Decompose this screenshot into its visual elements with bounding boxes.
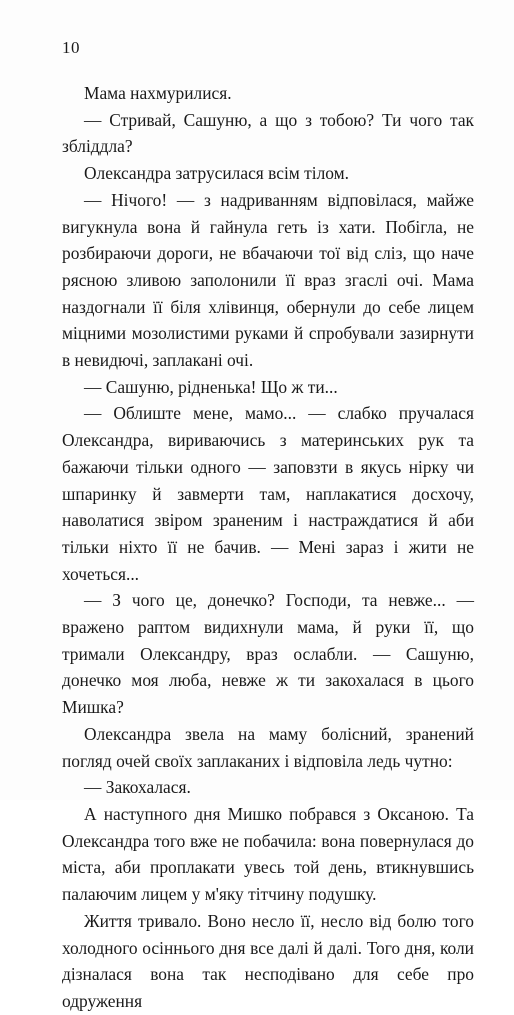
paragraph: — Нічого! — з надриванням відповілася, майже вигукнула вона й гайнула геть із хати. Побігла, не розбираючи дороги, не вбачаючи тої від сліз, що наче рясною зливою заполонили її враз згаслі очі. Мама наздогнали її біля хлівинця, обернули до себе лицем міцними мозолистими руками й спробували зазирнути в невидючі, заплакані очі.	[62, 189, 474, 371]
paragraph: — Сашуню, рідненька! Що ж ти...	[84, 376, 338, 397]
paragraph: — З чого це, донечко? Господи, та невже... — вражено раптом видихнули мама, й руки її, що тримали Олександру, враз ослабли. — Сашуню, донечко моя люба, невже ж ти закохалася в цього Мишка?	[62, 590, 474, 718]
paragraph: — Стривай, Сашуню, а що з тобою? Ти чого так збліддла?	[62, 109, 474, 157]
page-number: 10	[62, 38, 80, 57]
paragraph: — Облиште мене, мамо... — слабко пручалася Олександра, вириваючись з материнських рук та бажаючи тільки одного — заповзти в якусь нірку чи шпаринку й завмерти там, наплакатися досхочу, наволатися звіром зраненим і настраждатися й аби тільки ніхто її не бачив. — Мені зараз і жити не хочеться...	[62, 403, 474, 584]
paragraph: Олександра затрусилася всім тілом.	[84, 163, 349, 184]
paragraph: Життя тривало. Воно несло її, несло від болю того холодного осіннього дня все далі й далі. Того дня, коли дізналася вона так несподівано для себе про одруження	[62, 910, 474, 1011]
paragraph: Мама нахмурилися.	[84, 83, 232, 103]
page-body-text	[62, 80, 474, 1015]
paragraph: Олександра звела на маму болісний, зранений погляд очей своїх заплаканих і відповіла ледь чутно:	[62, 723, 474, 771]
paragraph: — Закохалася.	[84, 777, 191, 798]
paragraph: А наступного дня Мишко побрався з Оксаною. Та Олександра того вже не побачила: вона повернулася до міста, аби проплакати увесь той день, втикнувшись палаючим лицем у м'яку тітчину подушку.	[62, 803, 474, 905]
